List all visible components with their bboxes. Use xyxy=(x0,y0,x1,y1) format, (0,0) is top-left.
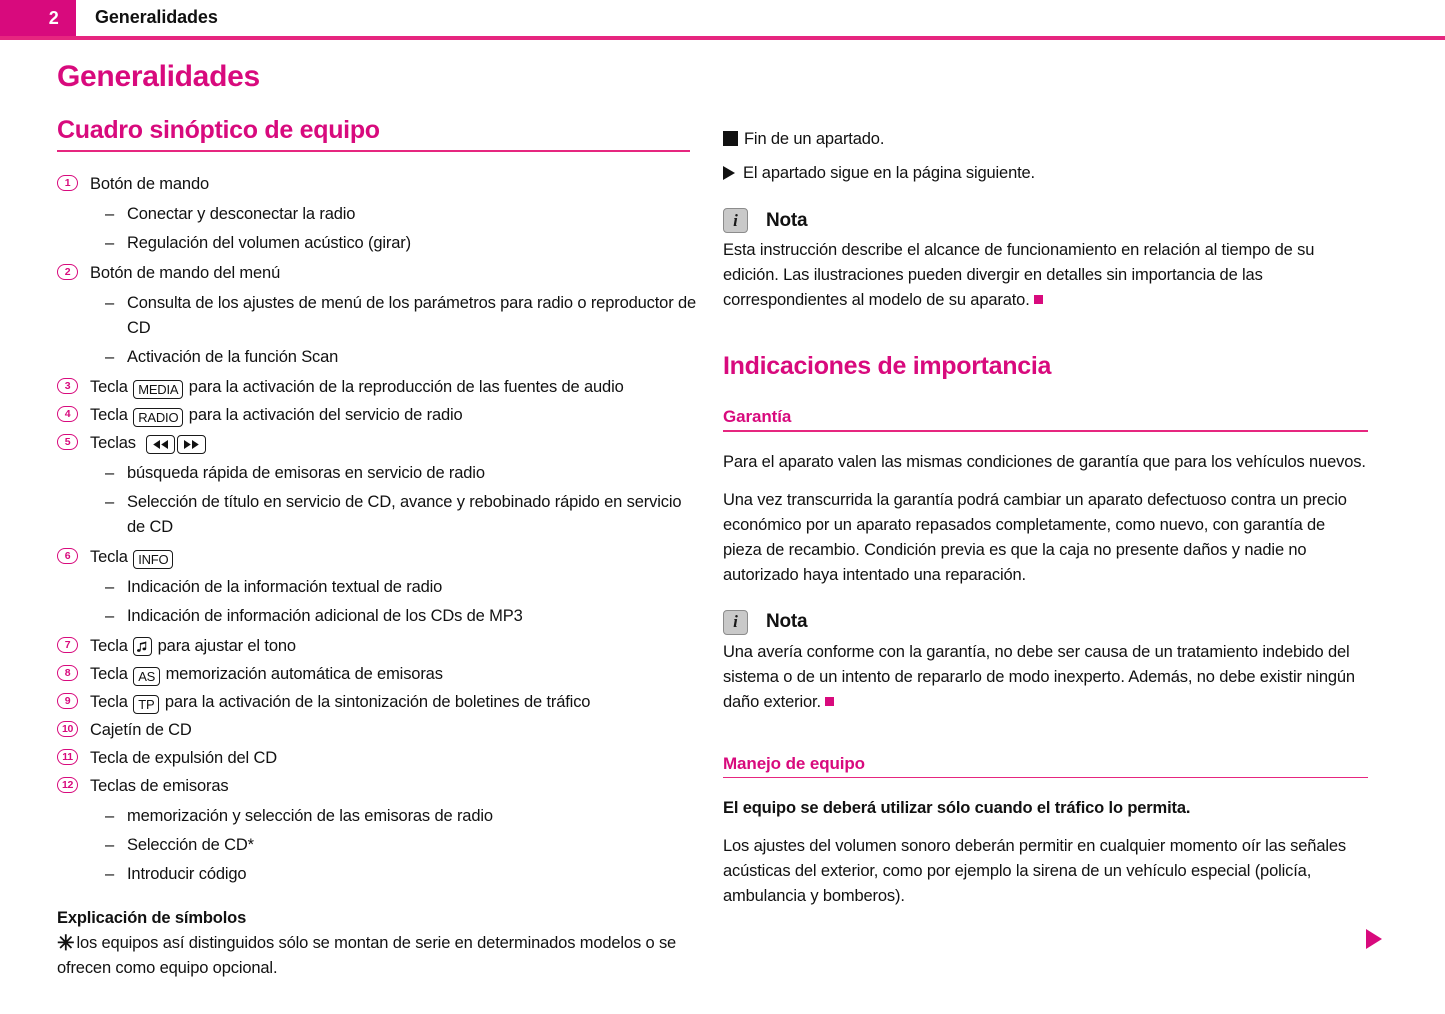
item-label: Cajetín de CD xyxy=(90,720,192,739)
equipment-list xyxy=(57,171,697,887)
note-header-1 xyxy=(723,208,1368,233)
radio-key-icon[interactable]: RADIO xyxy=(133,408,183,427)
item-number: 2 xyxy=(57,264,78,280)
fast-forward-key-icon[interactable] xyxy=(177,435,206,454)
item-label-pre: Tecla xyxy=(90,692,133,711)
explanation-heading: Explicación de símbolos xyxy=(57,908,247,927)
sub-item xyxy=(105,862,697,887)
item-text xyxy=(90,171,209,197)
item-label: Teclas de emisoras xyxy=(90,776,229,795)
item-label-pre: Tecla xyxy=(90,405,133,424)
end-of-section-marker xyxy=(1034,295,1043,304)
item-label-pre: Tecla xyxy=(90,377,133,396)
dash-marker: – xyxy=(105,864,115,883)
note-text: Una avería conforme con la garantía, no debe ser causa de un tratamiento indebido del sistema o de un intento de repararlo de modo inexperto. Además, no debe existir ningún daño exterior. xyxy=(723,642,1355,711)
sub-item-text: Regulación del volumen acústico (girar) xyxy=(127,233,411,252)
item-label: Tecla de expulsión del CD xyxy=(90,748,278,767)
item-number: 7 xyxy=(57,637,78,653)
sub-item xyxy=(105,490,697,540)
section-rule xyxy=(57,150,690,152)
rewind-key-icon[interactable] xyxy=(146,435,175,454)
sub-item xyxy=(105,575,697,600)
dash-marker: – xyxy=(105,204,115,223)
sub-item-text: búsqueda rápida de emisoras en servicio de radio xyxy=(127,463,485,482)
legend-continues xyxy=(723,161,1368,186)
dash-marker: – xyxy=(105,233,115,252)
item-number: 6 xyxy=(57,548,78,564)
garantia-paragraph-1: Para el aparato valen las mismas condiciones de garantía que para los vehículos nuevos. xyxy=(723,452,1366,471)
sub-item-text: Introducir código xyxy=(127,864,247,883)
subsection-title-manejo: Manejo de equipo xyxy=(723,753,865,773)
item-number: 5 xyxy=(57,434,78,450)
continuation-arrow-icon xyxy=(1366,929,1382,949)
item-number: 11 xyxy=(57,749,78,765)
legend-text: El apartado sigue en la página siguiente. xyxy=(743,164,1035,182)
item-label-pre: Teclas xyxy=(90,433,145,452)
list-item xyxy=(57,661,697,688)
sub-item xyxy=(105,202,697,227)
item-number: 1 xyxy=(57,175,78,191)
item-text xyxy=(90,430,207,456)
spacer xyxy=(723,326,1368,352)
note-header-2 xyxy=(723,610,1368,635)
sub-item-text: Conectar y desconectar la radio xyxy=(127,204,356,223)
list-item xyxy=(57,402,697,429)
manejo-paragraph: Los ajustes del volumen sonoro deberán permitir en cualquier momento oír las señales acústicas del exterior, como por ejemplo la sirena de un vehículo especial (policía, ambulancia y bomberos). xyxy=(723,837,1346,905)
list-item xyxy=(57,544,697,571)
item-number: 4 xyxy=(57,406,78,422)
page-header xyxy=(0,0,1445,42)
item-label: Botón de mando del menú xyxy=(90,263,281,282)
black-square-icon xyxy=(723,131,738,146)
spacer xyxy=(723,728,1368,754)
sub-item xyxy=(105,291,697,341)
item-label-post: para la activación de la reproducción de las fuentes de audio xyxy=(184,377,624,396)
item-label-pre: Tecla xyxy=(90,664,133,683)
note-body-1 xyxy=(723,238,1368,313)
sub-item-text: Indicación de la información textual de radio xyxy=(127,577,443,596)
sub-item-text: Activación de la función Scan xyxy=(127,347,339,366)
explanation-text: los equipos así distinguidos sólo se montan de serie en determinados modelos o se ofrecen como equipo opcional. xyxy=(57,933,677,977)
info-icon: i xyxy=(723,610,748,635)
section-title-cuadro: Cuadro sinóptico de equipo xyxy=(57,116,380,144)
list-item xyxy=(57,374,697,401)
list-item xyxy=(57,633,697,660)
item-text xyxy=(90,374,624,400)
item-text xyxy=(90,402,463,428)
end-of-section-marker xyxy=(825,697,834,706)
list-item xyxy=(57,773,697,800)
list-item xyxy=(57,430,697,457)
manejo-bold-text: El equipo se deberá utilizar sólo cuando el tráfico lo permita. xyxy=(723,799,1191,817)
item-label-pre: Tecla xyxy=(90,547,133,566)
asterisk-icon: ✳ xyxy=(57,931,75,955)
sub-item-text: memorización y selección de las emisoras de radio xyxy=(127,806,493,825)
sub-item-text: Selección de título en servicio de CD, avance y rebobinado rápido en servicio de CD xyxy=(127,492,682,536)
legend-text: Fin de un apartado. xyxy=(744,130,885,148)
list-item xyxy=(57,260,697,287)
info-key-icon[interactable]: INFO xyxy=(133,550,173,569)
sub-item-text: Selección de CD* xyxy=(127,835,254,854)
tp-key-icon[interactable]: TP xyxy=(133,695,159,714)
list-item xyxy=(57,689,697,716)
info-icon: i xyxy=(723,208,748,233)
sub-item xyxy=(105,461,697,486)
left-column xyxy=(57,60,697,981)
item-text xyxy=(90,745,277,771)
item-text xyxy=(90,661,443,687)
dash-marker: – xyxy=(105,577,115,596)
note-label: Nota xyxy=(766,209,808,231)
page-title: Generalidades xyxy=(57,60,260,93)
subsection-title-garantia: Garantía xyxy=(723,407,792,426)
right-column xyxy=(723,127,1368,909)
dash-marker: – xyxy=(105,347,115,366)
sub-item xyxy=(105,345,697,370)
sub-item-text: Indicación de información adicional de los CDs de MP3 xyxy=(127,606,523,625)
dash-marker: – xyxy=(105,606,115,625)
music-note-key-icon[interactable] xyxy=(133,637,152,656)
list-item xyxy=(57,717,697,744)
item-label-post: para ajustar el tono xyxy=(153,636,296,655)
dash-marker: – xyxy=(105,835,115,854)
list-item xyxy=(57,745,697,772)
item-text xyxy=(90,773,229,799)
item-text xyxy=(90,717,192,743)
black-triangle-icon xyxy=(723,166,735,180)
item-number: 12 xyxy=(57,777,78,793)
page-number: 2 xyxy=(48,7,59,28)
item-number: 3 xyxy=(57,378,78,394)
item-label: Botón de mando xyxy=(90,174,209,193)
sub-item xyxy=(105,231,697,256)
dash-marker: – xyxy=(105,463,115,482)
explanation-body xyxy=(57,931,689,981)
item-number: 8 xyxy=(57,665,78,681)
dash-marker: – xyxy=(105,293,115,312)
spacer xyxy=(723,381,1368,407)
dash-marker: – xyxy=(105,806,115,825)
legend-end-of-section xyxy=(723,127,1368,152)
sub-item xyxy=(105,604,697,629)
item-label-pre: Tecla xyxy=(90,636,133,655)
sub-item xyxy=(105,804,697,829)
item-text xyxy=(90,260,280,286)
media-key-icon[interactable]: MEDIA xyxy=(133,380,183,399)
as-key-icon[interactable]: AS xyxy=(133,667,160,686)
item-label-post: para la activación de la sintonización de boletines de tráfico xyxy=(160,692,591,711)
note-text: Esta instrucción describe el alcance de funcionamiento en relación al tiempo de su edición. Las ilustraciones pueden divergir en detalles sin importancia de las correspondientes al modelo de su aparato. xyxy=(723,241,1315,309)
sub-item-text: Consulta de los ajustes de menú de los parámetros para radio o reproductor de CD xyxy=(127,293,697,337)
list-item xyxy=(57,171,697,198)
item-text xyxy=(90,689,590,715)
sub-item xyxy=(105,833,697,858)
item-text xyxy=(90,633,296,659)
note-label: Nota xyxy=(766,611,808,632)
note-body-2 xyxy=(723,640,1368,715)
item-label-post: memorización automática de emisoras xyxy=(161,664,443,683)
item-text xyxy=(90,544,174,570)
item-label-post: para la activación del servicio de radio xyxy=(184,405,463,424)
header-rule xyxy=(0,36,1445,40)
dash-marker: – xyxy=(105,492,115,511)
garantia-paragraph-2: Una vez transcurrida la garantía podrá cambiar un aparato defectuoso contra un precio económico por un aparato repasados completamente, como nuevo, con garantía de pieza de recambio. Condición previa es que la caja no presente daños y nadie no autorizado haya intentado una reparación. xyxy=(723,490,1347,584)
item-number: 10 xyxy=(57,721,78,737)
spacer xyxy=(723,432,1368,450)
running-header-title: Generalidades xyxy=(95,7,218,27)
spacer xyxy=(723,778,1368,796)
section-title-indicaciones: Indicaciones de importancia xyxy=(723,352,1052,380)
item-number: 9 xyxy=(57,693,78,709)
